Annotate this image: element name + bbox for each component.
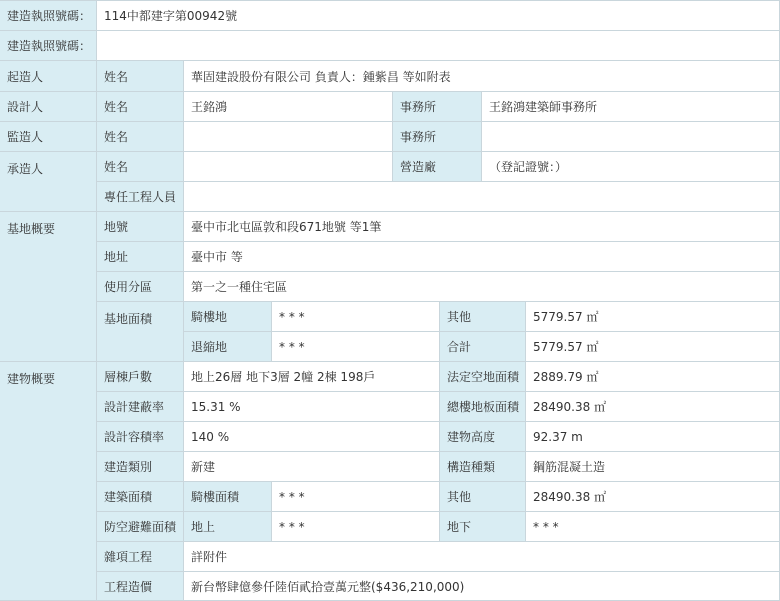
permit-number-value-2 — [97, 31, 780, 61]
building-coverage-value: 15.31 % — [184, 392, 440, 422]
site-address-value: 臺中市 等 — [184, 242, 780, 272]
building-total-floor-value: 28490.38 ㎡ — [526, 392, 780, 422]
designer-name-label: 姓名 — [97, 92, 184, 122]
building-cost-label: 工程造價 — [97, 572, 184, 601]
building-category-value: 新建 — [184, 452, 440, 482]
supervisor-office-value — [482, 122, 780, 152]
permit-number-value-1: 114中都建字第00942號 — [97, 1, 780, 31]
building-structure-value: 鋼筋混凝土造 — [526, 452, 780, 482]
building-open-space-label: 法定空地面積 — [440, 362, 526, 392]
designer-office-value: 王銘鴻建築師事務所 — [482, 92, 780, 122]
contractor-name-value — [184, 152, 393, 182]
building-floors-value: 地上26層 地下3層 2幢 2棟 198戶 — [184, 362, 440, 392]
building-section-label: 建物概要 — [0, 362, 97, 601]
building-build-area-label: 建築面積 — [97, 482, 184, 512]
site-zoning-value: 第一之一種住宅區 — [184, 272, 780, 302]
permit-number-label-1: 建造執照號碼： — [0, 1, 97, 31]
building-far-label: 設計容積率 — [97, 422, 184, 452]
supervisor-name-label: 姓名 — [97, 122, 184, 152]
supervisor-name-value — [184, 122, 393, 152]
designer-section-label: 設計人 — [0, 92, 97, 122]
site-arcade-label: 騎樓地 — [184, 302, 272, 332]
site-lot-label: 地號 — [97, 212, 184, 242]
site-address-label: 地址 — [97, 242, 184, 272]
building-shelter-above-label: 地上 — [184, 512, 272, 542]
building-floors-label: 層棟戶數 — [97, 362, 184, 392]
contractor-firm-label: 營造廠 — [393, 152, 482, 182]
building-structure-label: 構造種類 — [440, 452, 526, 482]
applicant-name-value: 華固建設股份有限公司 負責人：鍾紫昌 等如附表 — [184, 61, 780, 92]
applicant-name-label: 姓名 — [97, 61, 184, 92]
supervisor-office-label: 事務所 — [393, 122, 482, 152]
building-arcade-area-value: * * * — [272, 482, 440, 512]
building-shelter-below-label: 地下 — [440, 512, 526, 542]
applicant-section-label: 起造人 — [0, 61, 97, 92]
contractor-firm-value: （登記證號：） — [482, 152, 780, 182]
building-open-space-value: 2889.79 ㎡ — [526, 362, 780, 392]
building-shelter-label: 防空避難面積 — [97, 512, 184, 542]
building-build-other-label: 其他 — [440, 482, 526, 512]
site-other-label: 其他 — [440, 302, 526, 332]
site-zoning-label: 使用分區 — [97, 272, 184, 302]
building-far-value: 140 % — [184, 422, 440, 452]
site-section-label: 基地概要 — [0, 212, 97, 362]
site-other-value: 5779.57 ㎡ — [526, 302, 780, 332]
building-category-label: 建造類別 — [97, 452, 184, 482]
site-setback-value: * * * — [272, 332, 440, 362]
building-shelter-above-value: * * * — [272, 512, 440, 542]
building-shelter-below-value: * * * — [526, 512, 780, 542]
site-arcade-value: * * * — [272, 302, 440, 332]
building-height-label: 建物高度 — [440, 422, 526, 452]
designer-office-label: 事務所 — [393, 92, 482, 122]
contractor-engineer-value — [184, 182, 780, 212]
building-height-value: 92.37 m — [526, 422, 780, 452]
building-arcade-area-label: 騎樓面積 — [184, 482, 272, 512]
contractor-engineer-label: 專任工程人員 — [97, 182, 184, 212]
supervisor-section-label: 監造人 — [0, 122, 97, 152]
building-misc-label: 雜項工程 — [97, 542, 184, 572]
contractor-name-label: 姓名 — [97, 152, 184, 182]
building-cost-value: 新台幣肆億參仟陸佰貳拾壹萬元整($436,210,000) — [184, 572, 780, 601]
site-area-label: 基地面積 — [97, 302, 184, 362]
site-setback-label: 退縮地 — [184, 332, 272, 362]
building-coverage-label: 設計建蔽率 — [97, 392, 184, 422]
designer-name-value: 王銘鴻 — [184, 92, 393, 122]
building-total-floor-label: 總樓地板面積 — [440, 392, 526, 422]
building-build-other-value: 28490.38 ㎡ — [526, 482, 780, 512]
permit-number-label-2: 建造執照號碼： — [0, 31, 97, 61]
contractor-section-label: 承造人 — [0, 152, 97, 212]
site-total-label: 合計 — [440, 332, 526, 362]
site-total-value: 5779.57 ㎡ — [526, 332, 780, 362]
building-misc-value: 詳附件 — [184, 542, 780, 572]
site-lot-value: 臺中市北屯區敦和段671地號 等1筆 — [184, 212, 780, 242]
